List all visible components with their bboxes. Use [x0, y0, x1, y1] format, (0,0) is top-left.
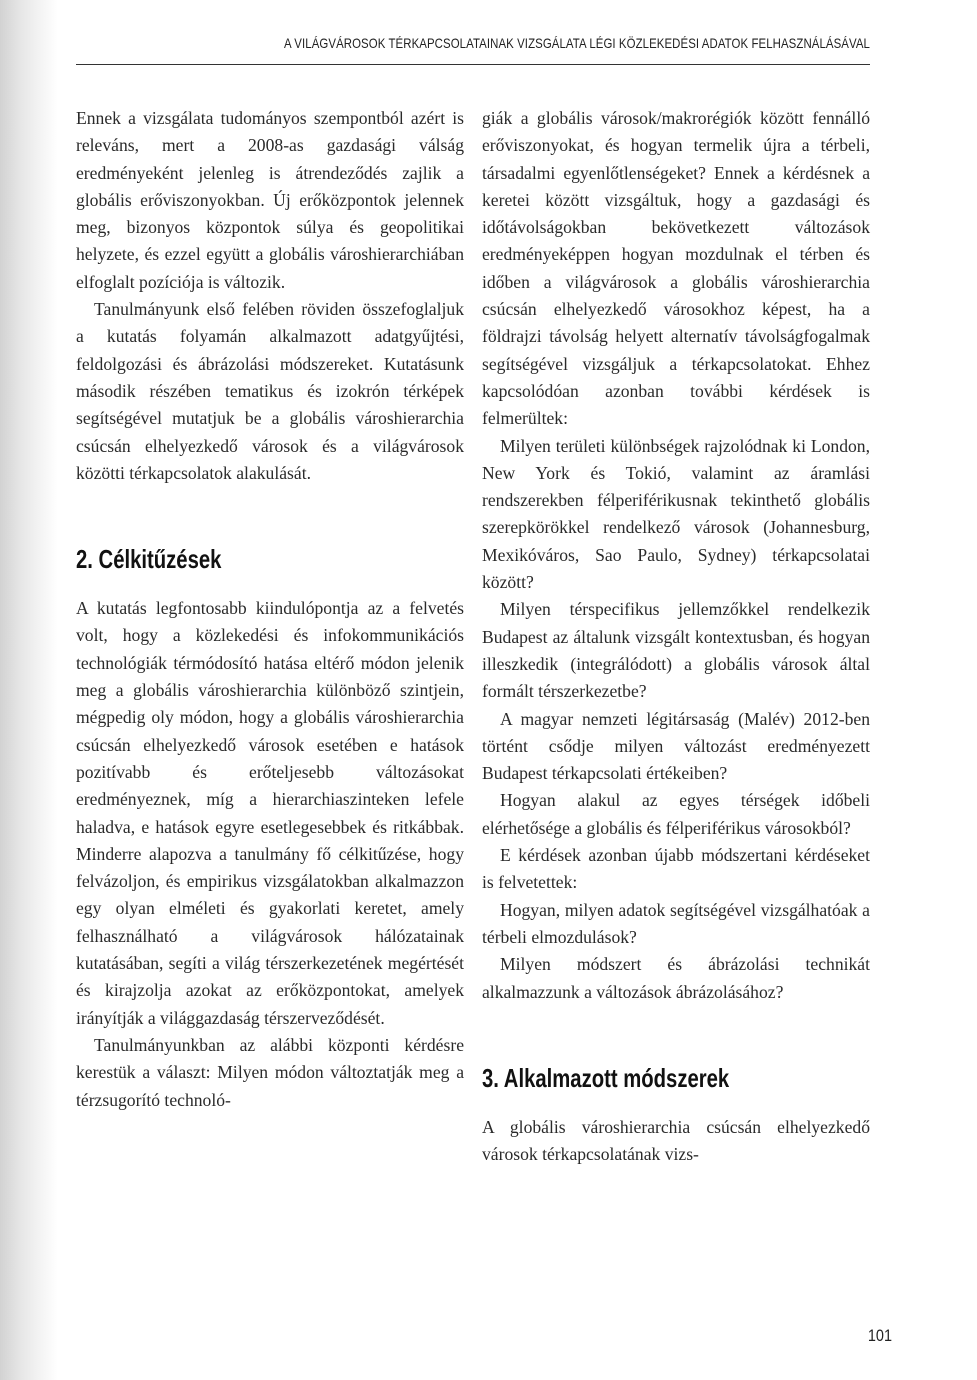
left-paragraph-2: Tanulmányunk első felében röviden összefoglaljuk a kutatás folyamán alkalmazott adatgyűjtési, feldolgozási és ábrázolási módszereket. Kutatásunk második részében tematikus és izokrón térképek segítségével mutatjuk be a globális városhierarchia csúcsán elhelyezkedő városok és a világvárosok közötti térkapcsolatok alakulását.	[76, 299, 464, 483]
right-paragraph-9: A globális városhierarchia csúcsán elhelyezkedő városok térkapcsolatának vizs-	[482, 1116, 870, 1165]
left-column	[76, 105, 464, 1114]
section-heading-3: 3. Alkalmazott módszerek	[482, 1062, 730, 1093]
book-spine-shadow	[0, 0, 58, 1380]
right-paragraph-7: Hogyan, milyen adatok segítségével vizsgálhatóak a térbeli elmozdulások?	[482, 899, 870, 947]
right-paragraph-6: E kérdések azonban újabb módszertani kérdéseket is felvetettek:	[482, 845, 870, 893]
right-paragraph-8: Milyen módszert és ábrázolási technikát alkalmazzunk a változások ábrázolásához?	[482, 954, 870, 1002]
left-paragraph-3: A kutatás legfontosabb kiindulópontja az a felvetés volt, hogy a közlekedési és infokommunikációs technológiák térmódosító hatása eltérő módon jelenik meg a globális városhierarchia különböző szintjein, mégpedig oly módon, hogy a globális városhierarchia csúcsán elhelyezkedő városok esetében e hatások pozitívabb és erőteljesebb változásokat eredményeznek, míg a hierarchiaszinteken lefele haladva, e hatások egyre esetlegesebbek és ritkábbak. Minderre alapozva a tanulmány fő célkitűzése, hogy felvázoljon, és empirikus vizsgálatokban alkalmazzon egy olyan elméleti és gyakorlati keretet, amely felhasználható a világvárosok hálózatainak kutatásában, segíti a világ térszerkezetének megértését és kirajzolja azokat az erőközpontokat, amelyek irányítják a világgazdaság térszerveződését.	[76, 598, 464, 1028]
right-paragraph-5: Hogyan alakul az egyes térségek időbeli elérhetősége a globális és félperiférikus városokból?	[482, 790, 870, 838]
right-paragraph-1: giák a globális városok/makrorégiók között fennálló erőviszonyokat, és hogyan termelik újra a térbeli, társadalmi egyenlőtlenségeket? Ennek a kérdésnek a keretei között vizsgáltuk, hogy a gazdasági és időtávolságokban bekövetkezett változások eredményeképpen hogyan mozdulnak el térben és időben a világvárosok a globális városhierarchia csúcsán elhelyezkedő városokhoz képest, ha a földrajzi távolság helyett alternatív távolságfogalmak segítségével vizsgáljuk a térkapcsolatokat. Ehhez kapcsolódóan azonban további kérdések is felmerültek:	[482, 108, 870, 429]
right-paragraph-2: Milyen területi különbségek rajzolódnak ki London, New York és Tokió, valamint az áramlási rendszerekben félperiférikusnak tekinthető globális szerepkörökkel rendelkező városok (Johannesburg, Mexikóváros, Sao Paulo, Sydney) térkapcsolatai között?	[482, 435, 870, 593]
right-paragraph-3: Milyen térspecifikus jellemzőkkel rendelkezik Budapest az általunk vizsgált kontextusban, és hogyan illeszkedik (integrálódott) a globális városok által formált térszerkezetbe?	[482, 599, 870, 702]
left-paragraph-4: Tanulmányunkban az alábbi központi kérdésre kerestük a választ: Milyen módon változtatják meg a térzsugorító technoló-	[76, 1034, 464, 1110]
left-paragraph-1: Ennek a vizsgálata tudományos szempontból azért is releváns, mert a 2008-as gazdasági válság eredményeként jelenleg is átrendeződés zajlik a globális erőviszonyokban. Új erőközpontok jelennek meg, bizonyos központok súlya és geopolitikai helyzete, és ezzel együtt a globális városhierarchiában elfoglalt pozíciója is változik.	[76, 108, 464, 292]
right-column	[482, 105, 870, 1168]
running-header: A VILÁGVÁROSOK TÉRKAPCSOLATAINAK VIZSGÁLATA LÉGI KÖZLEKEDÉSI ADATOK FELHASZNÁLÁSÁVAL	[283, 36, 870, 51]
header-rule	[76, 64, 870, 65]
section-heading-2: 2. Célkitűzések	[76, 544, 222, 575]
page-number: 101	[867, 1326, 892, 1345]
right-paragraph-4: A magyar nemzeti légitársaság (Malév) 2012-ben történt csődje milyen változást eredményezett Budapest térkapcsolati értékeiben?	[482, 708, 870, 784]
